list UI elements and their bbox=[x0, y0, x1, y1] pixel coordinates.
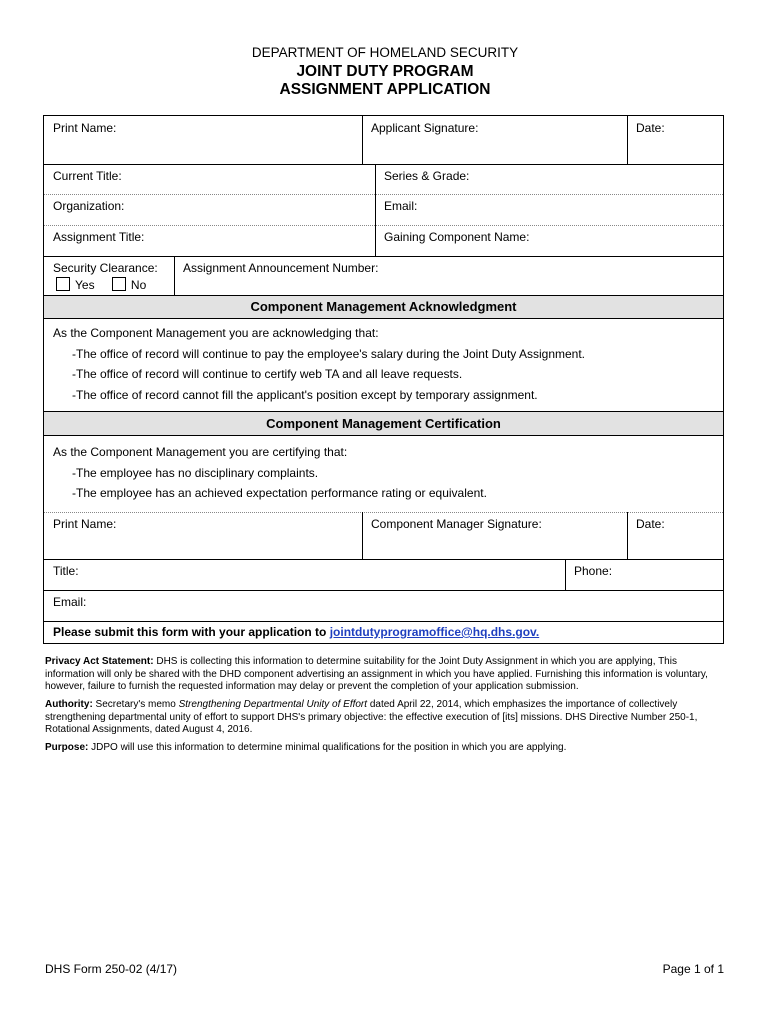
application-form bbox=[43, 115, 724, 644]
certification-heading: Component Management Certification bbox=[44, 411, 723, 436]
form-title-line2: ASSIGNMENT APPLICATION bbox=[279, 81, 491, 98]
field-label: Print Name: bbox=[53, 517, 117, 531]
purpose-label: Purpose: bbox=[45, 742, 89, 753]
authority-label: Authority: bbox=[45, 699, 93, 710]
field-label: Current Title: bbox=[53, 169, 122, 183]
manager-phone-field[interactable] bbox=[565, 559, 723, 590]
form-number: DHS Form 250-02 (4/17) bbox=[45, 962, 178, 976]
field-label: Phone: bbox=[574, 564, 613, 578]
privacy-label: Privacy Act Statement: bbox=[45, 656, 154, 667]
certification-item: -The employee has no disciplinary complaints. bbox=[72, 466, 319, 480]
field-label: Component Manager Signature: bbox=[371, 517, 542, 531]
field-label: Email: bbox=[384, 199, 418, 213]
field-label: Title: bbox=[53, 564, 79, 578]
agency-name: DEPARTMENT OF HOMELAND SECURITY bbox=[251, 45, 519, 60]
series-grade-field[interactable] bbox=[375, 164, 723, 194]
memo-title: Strengthening Departmental Unity of Effort bbox=[178, 699, 368, 710]
assignment-title-field[interactable] bbox=[44, 225, 375, 256]
field-label: Series & Grade: bbox=[384, 169, 470, 183]
field-label: Print Name: bbox=[53, 121, 117, 135]
current-title-field[interactable] bbox=[44, 164, 375, 194]
field-label: Email: bbox=[53, 595, 87, 609]
authority-text: dated April 22, 2014, which emphasizes the importance of collectively strengthening departmental unity of effort to support DHS's primary objective: the effective execution of [its] missions. DHS Directive Number 250-1, Rotational Assignments, dated August 4, 2016. bbox=[45, 699, 698, 735]
submit-email-link[interactable]: jointdutyprogramoffice@hq.dhs.gov. bbox=[329, 625, 540, 639]
announcement-number-field[interactable] bbox=[174, 256, 723, 295]
organization-field[interactable] bbox=[44, 194, 375, 225]
manager-print-name-field[interactable] bbox=[44, 512, 362, 559]
field-label: Applicant Signature: bbox=[371, 121, 479, 135]
submit-instruction bbox=[53, 625, 539, 639]
acknowledgment-item: -The office of record will continue to pay the employee's salary during the Joint Duty Assignment. bbox=[72, 347, 585, 361]
acknowledgment-heading: Component Management Acknowledgment bbox=[44, 295, 723, 319]
row-divider bbox=[44, 621, 723, 622]
page-number: Page 1 of 1 bbox=[662, 962, 724, 976]
form-title-line1: JOINT DUTY PROGRAM bbox=[296, 63, 474, 80]
security-clearance-field bbox=[44, 256, 174, 295]
field-label: Date: bbox=[636, 517, 665, 531]
authority-text: Secretary's memo bbox=[92, 699, 179, 710]
clearance-no-checkbox[interactable] bbox=[112, 277, 126, 291]
acknowledgment-intro: As the Component Management you are acknowledging that: bbox=[53, 326, 379, 340]
authority-statement bbox=[45, 699, 725, 737]
privacy-statement bbox=[45, 656, 725, 694]
purpose-text: JDPO will use this information to determine minimal qualifications for the position in which you are applying. bbox=[88, 742, 567, 753]
field-label: Assignment Announcement Number: bbox=[183, 261, 379, 275]
field-label: Organization: bbox=[53, 199, 125, 213]
manager-email-field[interactable] bbox=[44, 590, 723, 621]
checkbox-label: No bbox=[130, 278, 147, 292]
field-label: Security Clearance: bbox=[53, 261, 158, 275]
checkbox-label: Yes bbox=[75, 278, 95, 292]
applicant-email-field[interactable] bbox=[375, 194, 723, 225]
manager-date-field[interactable] bbox=[627, 512, 723, 559]
purpose-statement bbox=[45, 742, 725, 755]
applicant-print-name-field[interactable] bbox=[44, 116, 362, 164]
certification-item: -The employee has an achieved expectation performance rating or equivalent. bbox=[72, 486, 487, 500]
manager-signature-field[interactable] bbox=[362, 512, 627, 559]
field-label: Assignment Title: bbox=[53, 230, 145, 244]
privacy-text: DHS is collecting this information to determine suitability for the Joint Duty Assignment in which you are applying, This information will only be shared with the DHD component advertising an assignment in which you have applied. Furnishing this information is voluntary, however, failure to furnish the requested information may delay or prevent the completion of your application submission. bbox=[45, 656, 708, 692]
clearance-yes-checkbox[interactable] bbox=[56, 277, 70, 291]
manager-title-field[interactable] bbox=[44, 559, 565, 590]
applicant-date-field[interactable] bbox=[627, 116, 723, 164]
acknowledgment-item: -The office of record will continue to certify web TA and all leave requests. bbox=[72, 367, 463, 381]
certification-intro: As the Component Management you are certifying that: bbox=[53, 445, 348, 459]
field-label: Date: bbox=[636, 121, 665, 135]
field-label: Gaining Component Name: bbox=[384, 230, 530, 244]
applicant-signature-field[interactable] bbox=[362, 116, 627, 164]
acknowledgment-item: -The office of record cannot fill the applicant's position except by temporary assignment. bbox=[72, 388, 538, 402]
submit-text: Please submit this form with your application to bbox=[53, 625, 330, 639]
gaining-component-field[interactable] bbox=[375, 225, 723, 256]
